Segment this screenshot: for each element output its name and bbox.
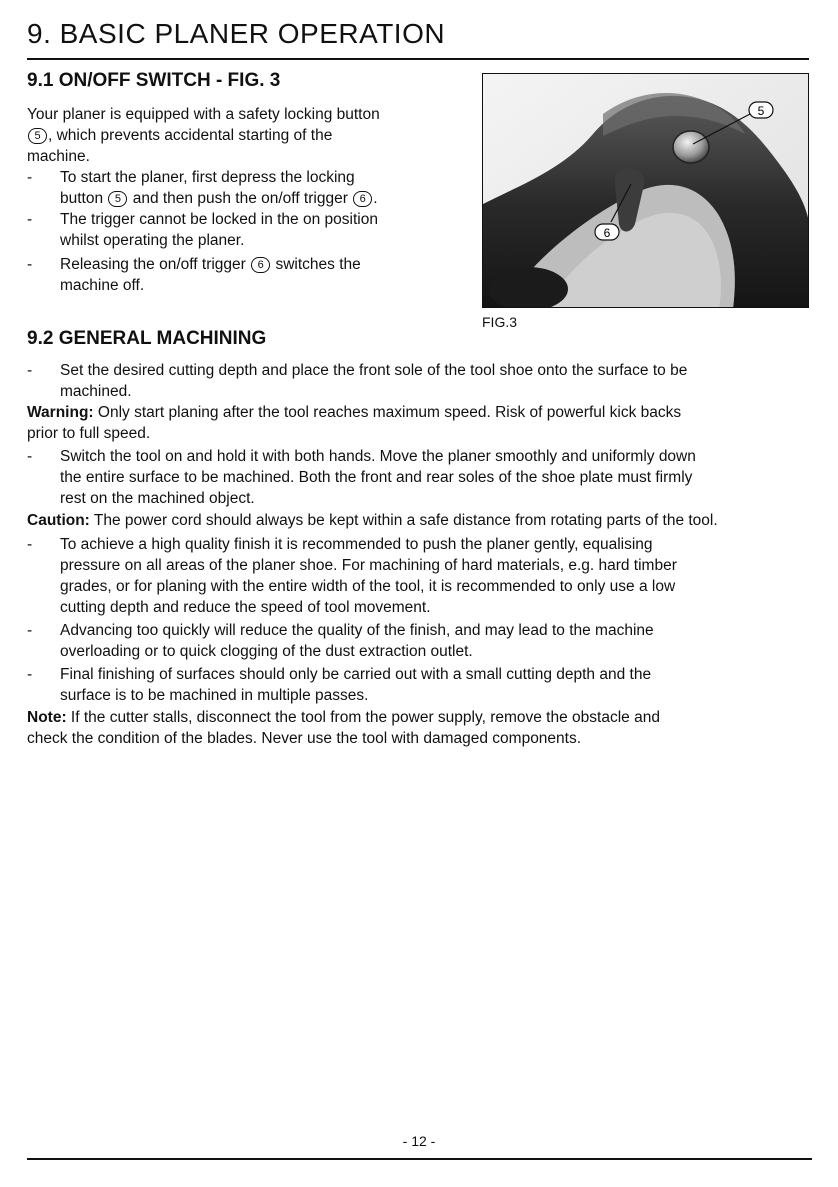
section-heading-on-off: 9.1 ON/OFF SWITCH - FIG. 3 [27,70,281,91]
callout-6: 6 [603,226,611,240]
bullet-dash: - [27,169,33,186]
page-number: - 12 - [402,1133,436,1149]
list-item [27,534,817,618]
bullet-text: Switch the tool on and hold it with both hands. Move the planer smoothly and uniformly down [60,448,696,465]
list-item [27,664,817,706]
callout-6-inline: 6 [251,257,270,273]
section-heading-general-machining: 9.2 GENERAL MACHINING [27,328,267,349]
bullet-text: the entire surface to be machined. Both the front and rear soles of the shoe plate must firmly [60,469,693,486]
bullet-text: rest on the machined object. [60,490,255,507]
bullet-text: Set the desired cutting depth and place the front sole of the tool shoe onto the surface to be [60,362,688,379]
list-item [27,620,817,662]
bullet-text: grades, or for planing with the entire width of the tool, it is recommended to only use a low [60,578,676,595]
intro-line-1: Your planer is equipped with a safety locking button [27,106,380,123]
bullet-dash: - [27,536,33,553]
bullet-text: and then push the on/off trigger [128,190,353,207]
callout-5: 5 [757,104,765,118]
warning-text: Only start planing after the tool reaches maximum speed. Risk of powerful kick backs [93,404,682,421]
bullet-text: The trigger cannot be locked in the on position [60,211,378,228]
bullet-text: overloading or to quick clogging of the dust extraction outlet. [60,643,473,660]
bullet-text: Releasing the on/off trigger [60,256,251,273]
note-text: check the condition of the blades. Never use the tool with damaged components. [27,730,582,747]
bullet-text: button [60,190,108,207]
list-item [27,360,817,402]
bullet-text: surface is to be machined in multiple passes. [60,687,369,704]
warning-text: prior to full speed. [27,425,151,442]
bullet-text: To start the planer, first depress the locking [60,169,355,186]
bullet-text: Advancing too quickly will reduce the quality of the finish, and may lead to the machine [60,622,654,639]
figure-caption: FIG.3 [482,314,518,330]
callout-6-inline: 6 [353,191,372,207]
bullet-text: switches the [271,256,361,273]
callout-5-inline: 5 [28,128,47,144]
bullet-dash: - [27,448,33,465]
bullet-text: pressure on all areas of the planer shoe. For machining of hard materials, e.g. hard timber [60,557,677,574]
title-rule [27,58,809,60]
list-item [27,167,477,209]
bullet-text: To achieve a high quality finish it is recommended to push the planer gently, equalising [60,536,653,553]
bullet-text: cutting depth and reduce the speed of tool movement. [60,599,431,616]
intro-paragraph [27,104,477,167]
footer-rule [27,1158,812,1160]
note-text: If the cutter stalls, disconnect the tool from the power supply, remove the obstacle and [66,709,660,726]
callout-5-inline: 5 [108,191,127,207]
note-paragraph [27,707,817,749]
note-label: Note: [27,709,67,726]
caution-label: Caution: [27,512,90,529]
bullet-text: whilst operating the planer. [60,232,245,249]
list-item [27,446,817,509]
page-title: 9. BASIC PLANER OPERATION [27,18,446,49]
figure-3-photo [482,73,809,308]
bullet-dash: - [27,211,33,228]
bullet-dash: - [27,622,33,639]
bullet-text: Final finishing of surfaces should only be carried out with a small cutting depth and the [60,666,652,683]
bullet-dash: - [27,256,33,273]
caution-text: The power cord should always be kept within a safe distance from rotating parts of the tool. [89,512,718,529]
bullet-dash: - [27,666,33,683]
bullet-dash: - [27,362,33,379]
intro-line-3: machine. [27,148,90,165]
warning-paragraph [27,402,817,444]
bullet-text: . [373,190,378,207]
intro-line-2: , which prevents accidental starting of the [48,127,333,144]
list-item [27,254,477,296]
bullet-text: machined. [60,383,132,400]
warning-label: Warning: [27,404,94,421]
bullet-text: machine off. [60,277,145,294]
caution-paragraph [27,510,827,531]
list-item [27,209,477,251]
planer-handle-illustration [483,74,809,308]
